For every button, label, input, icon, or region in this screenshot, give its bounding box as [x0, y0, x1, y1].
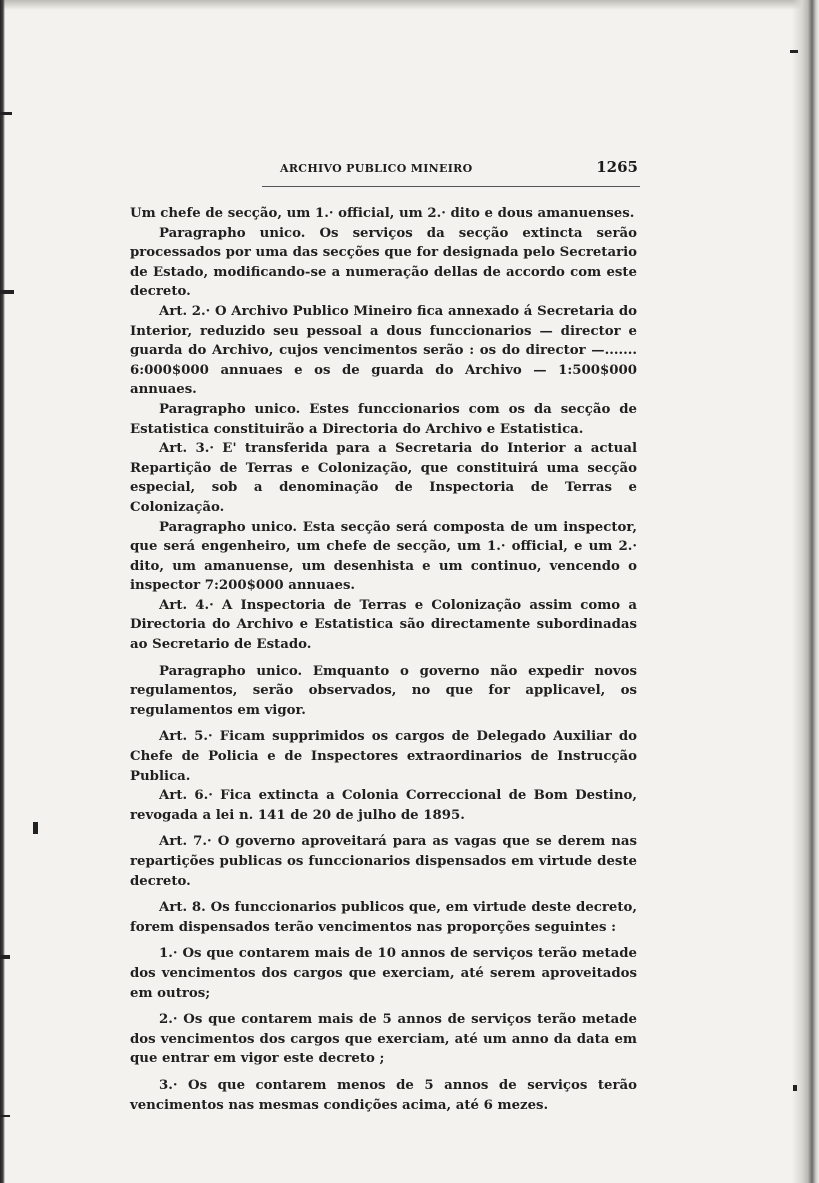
page-left-edge [0, 0, 5, 1183]
paragraph: Paragrapho unico. Os serviços da secção extincta serão processados por uma das secções que for designada pelo Secretario de Estado, modificando-se a numeração dellas de accordo com este decreto. [130, 225, 637, 300]
paragraph: Um chefe de secção, um 1.· official, um 2.· dito e dous amanuenses. [130, 206, 635, 221]
running-header [262, 158, 638, 188]
paragraph: 3.· Os que contarem menos de 5 annos de serviços terão vencimentos nas mesmas condições acima, até 6 mezes. [130, 1077, 637, 1113]
paragraph: Art. 3.· E' transferida para a Secretaria do Interior a actual Repartição de Terras e Colonização, que constituirá uma secção especial, sob a denominação de Inspectoria de Terras e Colonização. [130, 441, 637, 515]
page-top-shadow [0, 0, 819, 10]
paragraph: 1.· Os que contarem mais de 10 annos de serviços terão metade dos vencimentos dos cargos que exerciam, até serem aproveitados em outros; [130, 946, 637, 1001]
paragraph: Art. 8. Os funccionarios publicos que, em virtude deste decreto, forem dispensados terão vencimentos nas proporções seguintes : [130, 900, 637, 935]
paragraph: Art. 4.· A Inspectoria de Terras e Colonização assim como a Directoria do Archivo e Estatistica são directamente subordinadas ao Secretario de Estado. [130, 597, 637, 653]
margin-mark [0, 1115, 10, 1117]
page-number: 1265 [596, 158, 638, 176]
page-binding-edge [792, 0, 819, 1183]
margin-mark [0, 955, 10, 959]
paragraph: 2.· Os que contarem mais de 5 annos de serviços terão metade dos vencimentos dos cargos que exerciam, até um anno da data em que entrar em vigor este decreto ; [130, 1012, 637, 1067]
margin-mark [33, 822, 38, 834]
paragraph: Art. 7.· O governo aproveitará para as vagas que se derem nas repartições publicas os funccionarios dispensados em virtude deste decreto. [130, 834, 637, 889]
margin-mark [790, 50, 798, 53]
paragraph: Art. 2.· O Archivo Publico Mineiro fica annexado á Secretaria do Interior, reduzido seu pessoal a dous funccionarios — director e guarda do Archivo, cujos vencimentos serão : os do director —....... 6:000$000 annuaes e os de guarda do Archivo — 1:500$000 annuaes. [130, 303, 637, 398]
margin-mark [793, 1085, 797, 1091]
paragraph: Art. 6.· Fica extincta a Colonia Correccional de Bom Destino, revogada a lei n. 141 de 20 de julho de 1895. [130, 788, 637, 823]
margin-mark [0, 112, 12, 115]
header-title: ARCHIVO PUBLICO MINEIRO [280, 162, 473, 175]
paragraph: Paragrapho unico. Esta secção será composta de um inspector, que será engenheiro, um chefe de secção, um 1.· official, e um 2.· dito, um amanuense, um desenhista e um continuo, vencendo o inspector 7:200$000 annuaes. [130, 519, 637, 594]
header-rule [262, 186, 640, 187]
document-body [130, 204, 637, 1115]
paragraph: Art. 5.· Ficam supprimidos os cargos de Delegado Auxiliar do Chefe de Policia e de Inspectores extraordinarios de Instrucção Publica. [130, 729, 637, 784]
paragraph: Paragrapho unico. Emquanto o governo não expedir novos regulamentos, serão observados, no que for applicavel, os regulamentos em vigor. [130, 663, 637, 718]
margin-mark [0, 290, 14, 294]
paragraph: Paragrapho unico. Estes funccionarios com os da secção de Estatistica constituirão a Directoria do Archivo e Estatistica. [130, 401, 637, 437]
